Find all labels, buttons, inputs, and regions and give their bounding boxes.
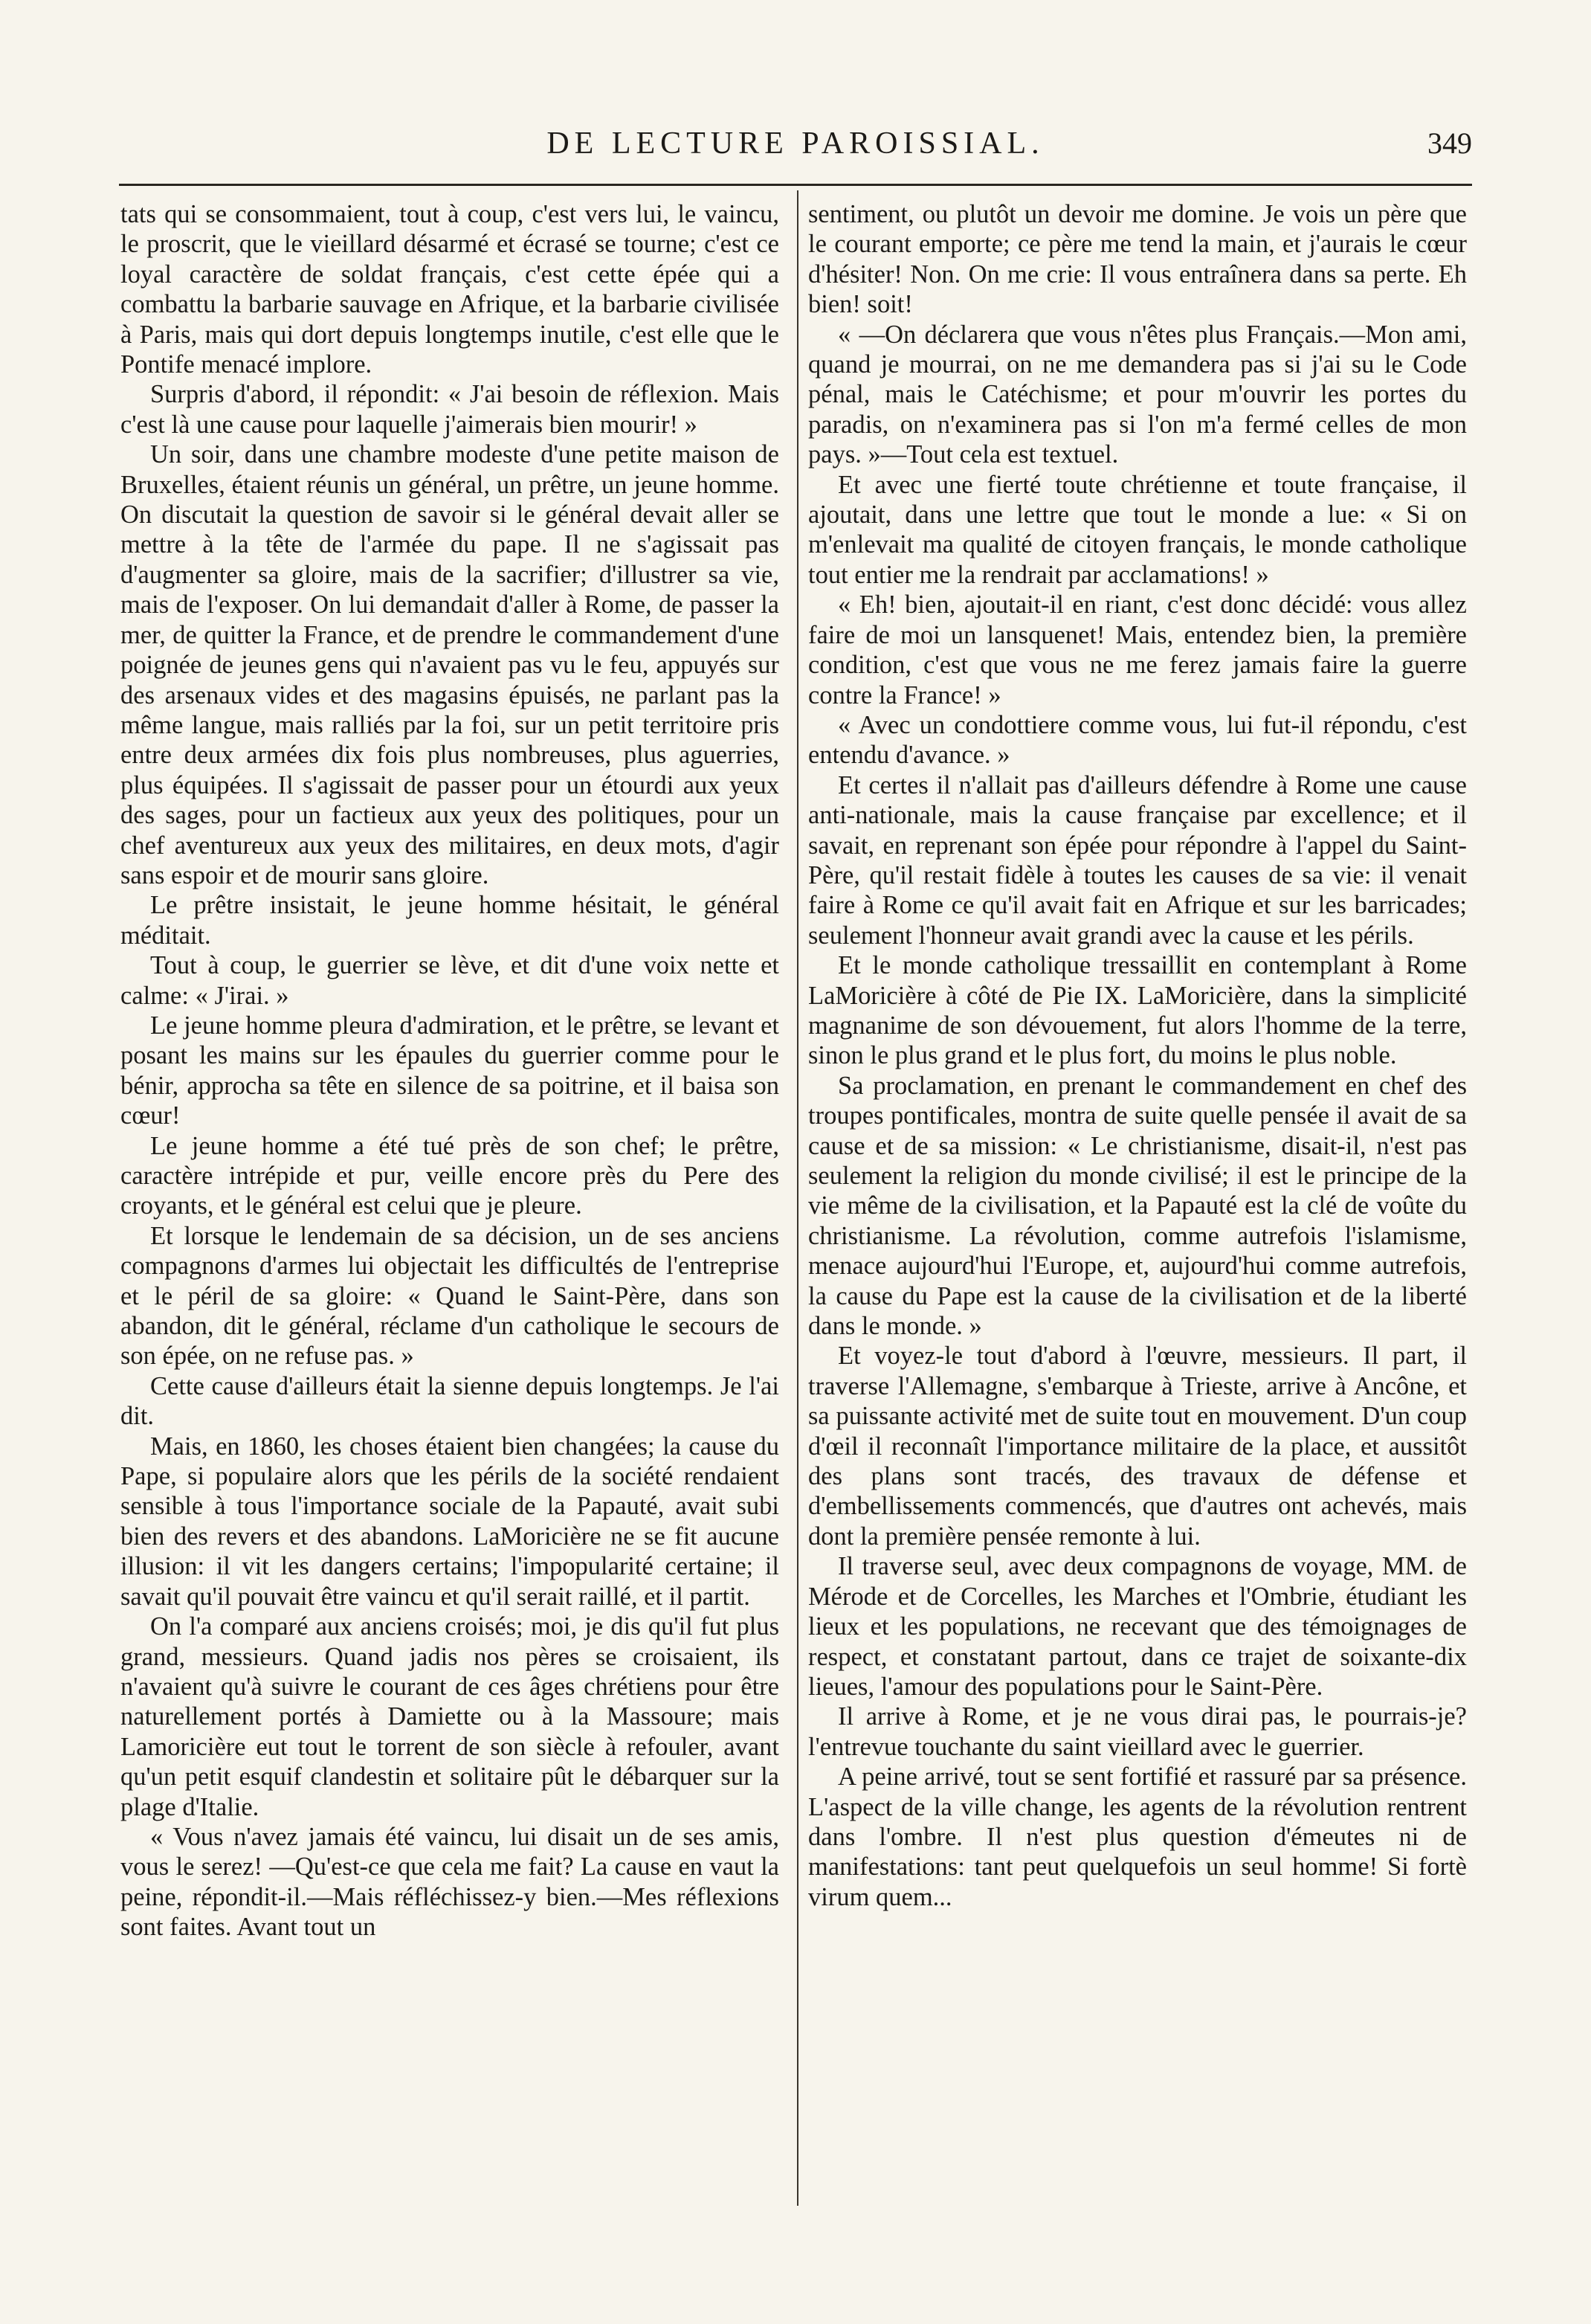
paragraph: sentiment, ou plutôt un devoir me domine. Je vois un père que le courant emporte; ce père me tend la main, et j'aurais le cœur d'hésiter! Non. On me crie: Il vous entraînera dans sa perte. Eh bien! soit! bbox=[808, 200, 1467, 319]
paragraph: « Vous n'avez jamais été vaincu, lui disait un de ses amis, vous le serez! —Qu'est-ce que cela me fait? La cause en vaut la peine, répondit-il.—Mais réfléchissez-y bien.—Mes réflexions sont faites. Avant tout un bbox=[120, 1822, 779, 1942]
paragraph: Et certes il n'allait pas d'ailleurs défendre à Rome une cause anti-nationale, mais la cause française par excellence; et il savait, en reprenant son épée pour répondre à l'appel du Saint-Père, qu'il restait fidèle à toutes les causes de sa vie: il venait faire à Rome ce qu'il avait fait en Afrique et sur les barricades; seulement l'honneur avait grandi avec la cause et les périls. bbox=[808, 770, 1467, 950]
paragraph: A peine arrivé, tout se sent fortifié et rassuré par sa présence. L'aspect de la ville change, les agents de la révolution rentrent dans l'ombre. Il n'est plus question d'émeutes ni de manifestations: tant peut quelquefois un seul homme! Si fortè virum quem... bbox=[808, 1763, 1467, 1911]
paragraph: Le prêtre insistait, le jeune homme hésitait, le général méditait. bbox=[120, 891, 779, 950]
page-number: 349 bbox=[1427, 126, 1472, 160]
header-rule bbox=[119, 184, 1472, 186]
paragraph: On l'a comparé aux anciens croisés; moi, je dis qu'il fut plus grand, messieurs. Quand jadis nos pères se croisaient, ils n'avaient qu'à suivre le courant de ces âges chrétiens pour être naturellement portés à Damiette ou à la Massoure; mais Lamoricière eut tout le torrent de son siècle à refouler, avant qu'un petit esquif clandestin et solitaire pût le débarquer sur la plage d'Italie. bbox=[120, 1612, 779, 1821]
column-divider bbox=[797, 190, 798, 2206]
paragraph: Et le monde catholique tressaillit en contemplant à Rome LaMoricière à côté de Pie IX. LaMoricière, dans la simplicité magnanime de son dévouement, fut alors l'homme de la terre, sinon le plus grand et le plus fort, du moins le plus noble. bbox=[808, 951, 1467, 1070]
paragraph: « Avec un condottiere comme vous, lui fut-il répondu, c'est entendu d'avance. » bbox=[808, 710, 1467, 770]
paragraph: Surpris d'abord, il répondit: « J'ai besoin de réflexion. Mais c'est là une cause pour laquelle j'aimerais bien mourir! » bbox=[120, 380, 779, 439]
paragraph: « Eh! bien, ajoutait-il en riant, c'est donc décidé: vous allez faire de moi un lansquenet! Mais, entendez bien, la première condition, c'est que vous ne me ferez jamais faire la guerre contre la France! » bbox=[808, 590, 1467, 709]
paragraph: Et lorsque le lendemain de sa décision, un de ses anciens compagnons d'armes lui objectait les difficultés de l'entreprise et le péril de sa gloire: « Quand le Saint-Père, dans son abandon, dit le général, réclame d'un catholique le secours de son épée, on ne refuse pas. » bbox=[120, 1221, 779, 1371]
page-header bbox=[119, 125, 1472, 162]
paragraph: Cette cause d'ailleurs était la sienne depuis longtemps. Je l'ai dit. bbox=[120, 1371, 779, 1431]
paragraph: Sa proclamation, en prenant le commandement en chef des troupes pontificales, montra de suite quelle pensée il avait de sa cause et de sa mission: « Le christianisme, disait-il, n'est pas seulement la religion du monde civilisé; il est le principe de la vie même de la civilisation, et la Papauté est la clé de voûte du christianisme. La révolution, comme autrefois l'islamisme, menace aujourd'hui l'Europe, et, aujourd'hui comme autrefois, la cause du Pape est la cause de la civilisation et de la liberté dans le monde. » bbox=[808, 1071, 1467, 1341]
paragraph: Tout à coup, le guerrier se lève, et dit d'une voix nette et calme: « J'irai. » bbox=[120, 951, 779, 1010]
paragraph: tats qui se consommaient, tout à coup, c'est vers lui, le vaincu, le proscrit, que le vieillard désarmé et écrasé se tourne; c'est ce loyal caractère de soldat français, c'est cette épée qui a combattu la barbarie sauvage en Afrique, et la barbarie civilisée à Paris, mais qui dort depuis longtemps inutile, c'est elle que le Pontife menacé implore. bbox=[120, 200, 779, 379]
paragraph: Un soir, dans une chambre modeste d'une petite maison de Bruxelles, étaient réunis un général, un prêtre, un jeune homme. On discutait la question de savoir si le général devait aller se mettre à la tête de l'armée du pape. Il ne s'agissait pas d'augmenter sa gloire, mais de la sacrifier; d'illustrer sa vie, mais de l'exposer. On lui demandait d'aller à Rome, de passer la mer, de quitter la France, et de prendre le commandement d'une poignée de jeunes gens qui n'avaient pas vu le feu, appuyés sur des arsenaux vides et des magasins épuisés, ne parlant pas la même langue, mais ralliés par la foi, sur un petit territoire pris entre deux armées dix fois plus nombreuses, plus aguerries, plus équipées. Il s'agissait de passer pour un étourdi aux yeux des sages, pour un factieux aux yeux des politiques, pour un chef aventureux aux yeux des militaires, en deux mots, d'agir sans espoir et de mourir sans gloire. bbox=[120, 440, 779, 889]
paragraph: Le jeune homme pleura d'admiration, et le prêtre, se levant et posant les mains sur les épaules du guerrier comme pour le bénir, approcha sa tête en silence de sa poitrine, et il baisa son cœur! bbox=[120, 1011, 779, 1130]
running-title: DE LECTURE PAROISSIAL. bbox=[546, 126, 1045, 161]
paragraph: « —On déclarera que vous n'êtes plus Français.—Mon ami, quand je mourrai, on ne me demandera pas si j'ai su le Code pénal, mais le Catéchisme; et pour m'ouvrir les portes du paradis, on n'examinera pas si l'on m'a fermé celles de mon pays. »—Tout cela est textuel. bbox=[808, 320, 1467, 469]
right-column bbox=[808, 199, 1467, 2237]
left-column bbox=[120, 199, 779, 2237]
paragraph: Et voyez-le tout d'abord à l'œuvre, messieurs. Il part, il traverse l'Allemagne, s'embarque à Trieste, arrive à Ancône, et sa puissante activité met de suite tout en mouvement. D'un coup d'œil il reconnaît l'importance militaire de la place, et aussitôt des plans sont tracés, des travaux de défense et d'embellissements commencés, que d'autres ont achevés, mais dont la première pensée remonte à lui. bbox=[808, 1342, 1467, 1551]
paragraph: Le jeune homme a été tué près de son chef; le prêtre, caractère intrépide et pur, veille encore près du Pere des croyants, et le général est celui que je pleure. bbox=[120, 1131, 779, 1220]
paragraph: Mais, en 1860, les choses étaient bien changées; la cause du Pape, si populaire alors que les périls de la société rendaient sensible à tous l'importance sociale de la Papauté, avait subi bien des revers et des abandons. LaMoricière ne se fit aucune illusion: il vit les dangers certains; l'impopularité certaine; il savait qu'il pouvait être vaincu et qu'il serait raillé, et il partit. bbox=[120, 1432, 779, 1611]
paragraph: Il arrive à Rome, et je ne vous dirai pas, le pourrais-je? l'entrevue touchante du saint vieillard avec le guerrier. bbox=[808, 1702, 1467, 1761]
paragraph: Il traverse seul, avec deux compagnons de voyage, MM. de Mérode et de Corcelles, les Marches et l'Ombrie, étudiant les lieux et les populations, ne recevant que des témoignages de respect, et constatant partout, dans ce trajet de soixante-dix lieues, l'amour des populations pour le Saint-Père. bbox=[808, 1552, 1467, 1701]
paragraph: Et avec une fierté toute chrétienne et toute française, il ajoutait, dans une lettre que tout le monde a lue: « Si on m'enlevait ma qualité de citoyen français, le monde catholique tout entier me la rendrait par acclamations! » bbox=[808, 470, 1467, 589]
